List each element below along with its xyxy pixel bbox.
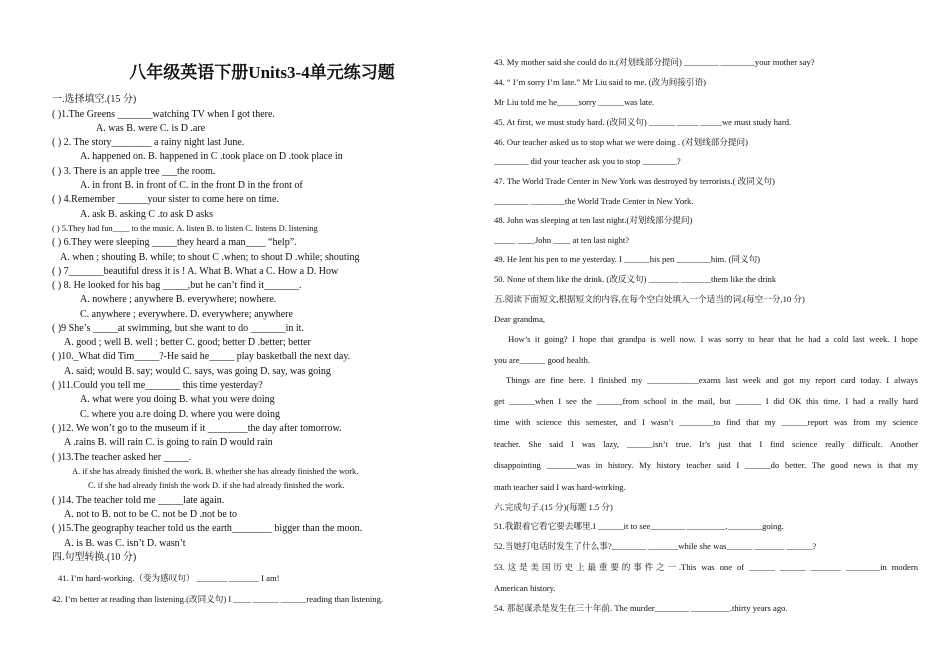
left-line: ( )12. We won’t go to the museum if it ________the day after tomorrow. xyxy=(52,423,342,434)
left-line: A. when ; shouting B. while; to shout C .when; to shout D .while; shouting xyxy=(60,252,360,263)
left-line: A. happened on. B. happened in C .took place on D .took place in xyxy=(80,151,343,162)
left-line: ( )13.The teacher asked her _____. xyxy=(52,452,192,463)
left-line: A. is B. was C. isn’t D. wasn’t xyxy=(64,538,186,549)
left-line: A. what were you doing B. what you were doing xyxy=(80,394,275,405)
left-line: ( )10._What did Tim_____?-He said he_____ play basketball the next day. xyxy=(52,351,351,362)
right-line: 51.我跟着它看它要去哪里.I ______it to see________ _________.________going. xyxy=(494,521,784,531)
right-line: Dear grandma, xyxy=(494,314,546,324)
right-line: American history. xyxy=(494,583,556,593)
right-line: 48. John was sleeping at ten last night.(对划线部分提问) xyxy=(494,215,693,225)
right-line: ________ ________the World Trade Center in New York. xyxy=(494,196,694,206)
left-line: A. nowhere ; anywhere B. everywhere; nowhere. xyxy=(80,294,277,305)
right-line: 53.这是美国历史上最重要的事件之一.This was one of ______ ______ _______ ________in modern xyxy=(494,562,918,572)
right-line: 五.阅读下面短文,根据短文的内容,在每个空白处填入一个适当的词.(每空一分,10 分) xyxy=(494,294,805,304)
right-line: Things are fine here. I finished my ____________exams last week and got my report card today. I always xyxy=(506,375,918,385)
left-line: C. where you a.re doing D. where you were doing xyxy=(80,409,280,420)
left-line: ( )1.The Greens _______watching TV when I got there. xyxy=(52,109,275,120)
right-line: math teacher said I was hard-working. xyxy=(494,482,626,492)
left-line: ( ) 2. The story________ a rainy night last June. xyxy=(52,137,245,148)
left-line: ( )11.Could you tell me_______ this time yesterday? xyxy=(52,380,263,391)
right-line: 50. None of them like the drink. (改反义句) _______ _______them like the drink xyxy=(494,274,777,284)
left-line: 41. I’m hard-working.（变为感叹句） _______ _______ I am! xyxy=(58,573,280,583)
left-line: A. not to B. not to be C. not be D .not be to xyxy=(64,509,238,520)
right-line: 47. The World Trade Center in New York was destroyed by terrorists.( 改同义句) xyxy=(494,176,775,186)
left-line: A. said; would B. say; would C. says, was going D. say, was going xyxy=(64,366,331,377)
right-line: time with science this semester, and I wasn’t ________to find that my ______report was from my science xyxy=(494,417,918,427)
left-line: A. was B. were C. is D .are xyxy=(96,123,206,134)
left-line: ( )14. The teacher told me _____late again. xyxy=(52,495,225,506)
left-line: ( ) 3. There is an apple tree ___the room. xyxy=(52,166,216,177)
right-line: disappointing _______was in history. My history teacher said I ______do better. The good news is that my xyxy=(494,460,918,470)
right-line: 46. Our teacher asked us to stop what we were doing . (对划线部分提问) xyxy=(494,137,748,147)
right-line: get ______when I see the ______from school in the mail, but ______ I did OK this time. I had a really hard xyxy=(494,396,918,406)
right-line: 54. 那起谋杀是发生在三十年前. The murder________ _________.thirty years ago. xyxy=(494,603,788,613)
right-line: _____ ____John ____ at ten last night? xyxy=(494,235,630,245)
left-line: A. if she has already finished the work. B. whether she has already finished the work. xyxy=(72,467,359,476)
right-line: 43. My mother said she could do it.(对划线部分提问) ________ ________your mother say? xyxy=(494,57,815,67)
right-line: 45. At first, we must study hard. (改同义句) ______ _____ _____we must study hard. xyxy=(494,117,792,127)
left-line: ( ) 4.Remember ______your sister to come here on time. xyxy=(52,194,279,205)
left-line: C. if she had already finish the work D. if she had already finished the work. xyxy=(88,481,345,490)
page-title: 八年级英语下册Units3-4单元练习题 xyxy=(129,63,395,82)
right-line: Mr Liu told me he_____sorry ______was late. xyxy=(494,97,655,107)
left-line: 42. I’m better at reading than listening.(改同义句) I ____ ______ ______reading than listening. xyxy=(52,594,384,604)
left-line: A. ask B. asking C .to ask D asks xyxy=(80,209,214,220)
right-line: 44. “ I’m sorry I’m late.” Mr Liu said to me. (改为间接引语) xyxy=(494,77,706,87)
left-line: ( )9 She’s _____at swimming, but she want to do _______in it. xyxy=(52,323,304,334)
left-line: ( ) 8. He looked for his bag _____,but he can’t find it_______. xyxy=(52,280,302,291)
right-line: 52.当她打电话时发生了什么事?________ _______while she was______ _______ ______? xyxy=(494,541,817,551)
left-line: ( ) 7_______beautiful dress it is ! A. What B. What a C. How a D. How xyxy=(52,266,339,277)
left-line: ( ) 6.They were sleeping _____they heard a man____ “help”. xyxy=(52,237,297,248)
left-line: C. anywhere ; everywhere. D. everywhere; anywhere xyxy=(80,309,293,320)
right-line: ________ did your teacher ask you to stop ________? xyxy=(494,156,681,166)
right-line: 六.完成句子.(15 分)(每题 1.5 分) xyxy=(494,502,613,512)
right-line: you are______ good health. xyxy=(494,355,590,365)
right-line: 49. He lent his pen to me yesterday. I ______his pen ________him. (同义句) xyxy=(494,254,761,264)
left-line: A. good ; well B. well ; better C. good; better D .better; better xyxy=(64,337,311,348)
left-line: 四.句型转换.(10 分) xyxy=(52,552,137,563)
right-line: How’s it going? I hope that grandpa is well now. I was sorry to hear that he had a cold last week. I hope xyxy=(508,334,918,344)
left-line: A. in front B. in front of C. in the front D in the front of xyxy=(80,180,303,191)
left-line: ( )15.The geography teacher told us the earth________ bigger than the moon. xyxy=(52,523,363,534)
left-line: A .rains B. will rain C. is going to rain D would rain xyxy=(64,437,273,448)
left-line: 一.选择填空.(15 分) xyxy=(52,94,137,105)
left-line: ( ) 5.They had fun____ to the music. A. listen B. to listen C. listens D. listening xyxy=(52,224,318,233)
right-line: teacher. She said I was lazy, ______isn’t true. It’s just that I find science really difficult. Another xyxy=(494,439,918,449)
